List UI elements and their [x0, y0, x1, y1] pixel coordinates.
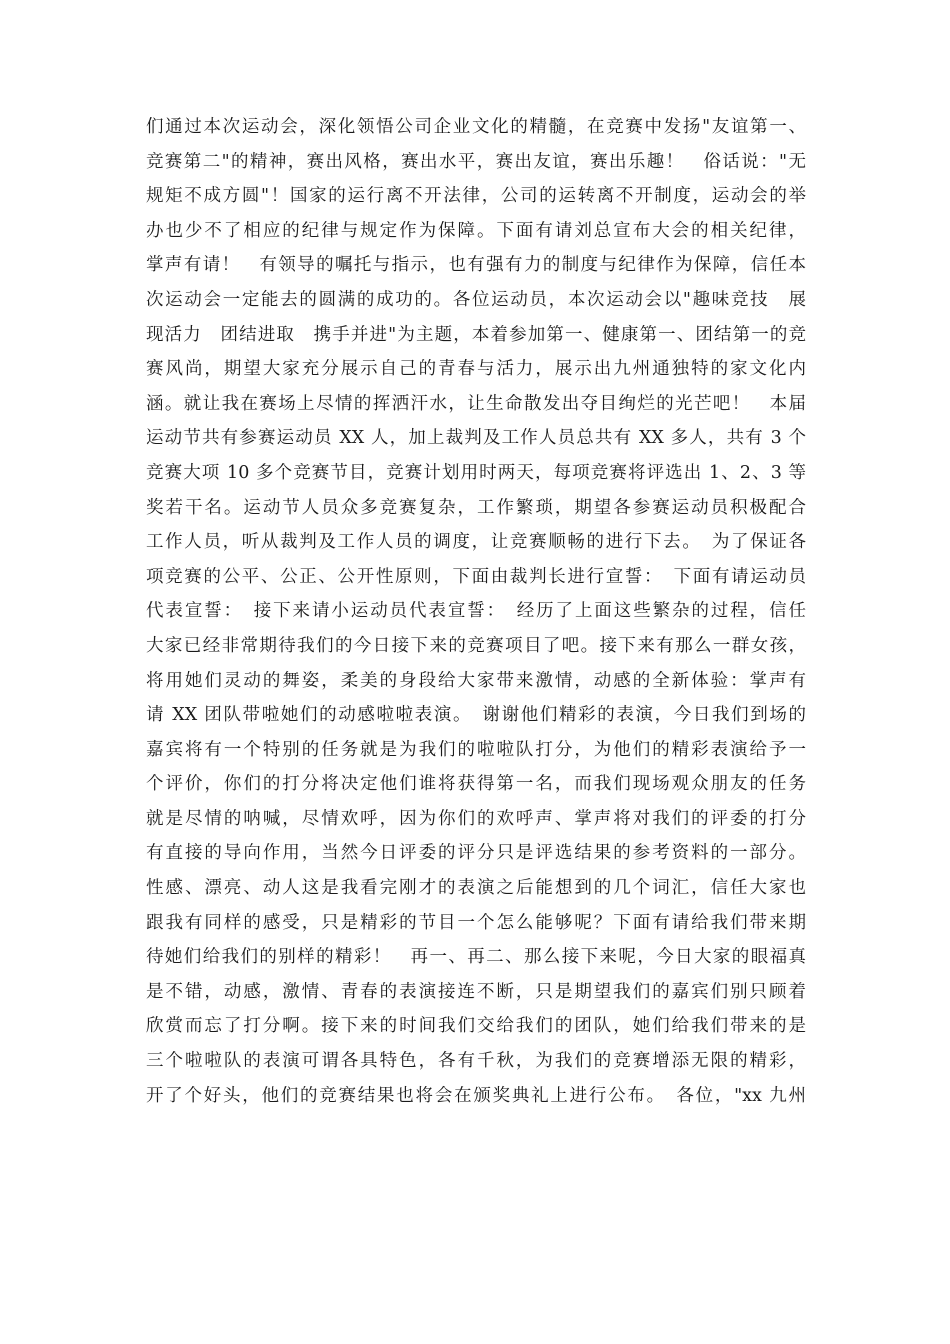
- text-line: 有直接的导向作用，当然今日评委的评分只是评选结果的参考资料的一部分。: [146, 843, 806, 864]
- text-line: 请 XX 团队带啦她们的动感啦啦表演。 谢谢他们精彩的表演，今日我们到场的: [146, 705, 806, 726]
- text-line: 跟我有同样的感受，只是精彩的节目一个怎么能够呢？下面有请给我们带来期: [146, 912, 806, 933]
- text-line: 运动节共有参赛运动员 XX 人，加上裁判及工作人员总共有 XX 多人，共有 3 个: [146, 428, 806, 449]
- text-line: 性感、漂亮、动人这是我看完刚才的表演之后能想到的几个词汇，信任大家也: [146, 878, 806, 899]
- text-line: 们通过本次运动会，深化领悟公司企业文化的精髓，在竞赛中发扬"友谊第一、: [146, 117, 806, 137]
- text-line: 赛风尚，期望大家充分展示自己的青春与活力，展示出九州通独特的家文化内: [146, 359, 806, 380]
- text-line: 是不错，动感，激情、青春的表演接连不断，只是期望我们的嘉宾们别只顾着: [146, 981, 806, 1002]
- text-line: 将用她们灵动的舞姿，柔美的身段给大家带来激情，动感的全新体验：掌声有: [146, 670, 806, 691]
- body-text: [146, 110, 806, 1113]
- text-line: 掌声有请！ 有领导的嘱托与指示，也有强有力的制度与纪律作为保障，信任本: [146, 255, 806, 276]
- text-line: 项竞赛的公平、公正、公开性原则，下面由裁判长进行宣誓： 下面有请运动员: [146, 566, 806, 587]
- text-line: 待她们给我们的别样的精彩！ 再一、再二、那么接下来呢，今日大家的眼福真: [146, 947, 806, 968]
- text-line: 代表宣誓： 接下来请小运动员代表宣誓： 经历了上面这些繁杂的过程，信任: [146, 601, 806, 622]
- text-line: 嘉宾将有一个特别的任务就是为我们的啦啦队打分，为他们的精彩表演给予一: [146, 739, 806, 760]
- text-line: 竞赛大项 10 多个竞赛节目，竞赛计划用时两天，每项竞赛将评选出 1、2、3 等: [146, 462, 806, 483]
- text-line: 工作人员，听从裁判及工作人员的调度，让竞赛顺畅的进行下去。 为了保证各: [146, 532, 806, 553]
- text-line: 三个啦啦队的表演可谓各具特色，各有千秋，为我们的竞赛增添无限的精彩，: [146, 1051, 806, 1072]
- text-line: 竞赛第二"的精神，赛出风格，赛出水平，赛出友谊，赛出乐趣！ 俗话说："无: [146, 151, 806, 172]
- text-line: 就是尽情的呐喊，尽情欢呼，因为你们的欢呼声、掌声将对我们的评委的打分: [146, 808, 806, 829]
- text-line: 涵。就让我在赛场上尽情的挥洒汗水，让生命散发出夺目绚烂的光芒吧！ 本届: [146, 393, 806, 414]
- text-line: 次运动会一定能去的圆满的成功的。各位运动员，本次运动会以"趣味竞技 展: [146, 289, 806, 310]
- text-line: 大家已经非常期待我们的今日接下来的竞赛项目了吧。接下来有那么一群女孩，: [146, 635, 806, 656]
- text-line: 规矩不成方圆"！国家的运行离不开法律，公司的运转离不开制度，运动会的举: [146, 186, 806, 207]
- text-line: 开了个好头，他们的竞赛结果也将会在颁奖典礼上进行公布。 各位，"xx 九州: [146, 1085, 806, 1106]
- text-line: 个评价，你们的打分将决定他们谁将获得第一名，而我们现场观众朋友的任务: [146, 774, 806, 795]
- text-line: 奖若干名。运动节人员众多竞赛复杂，工作繁琐，期望各参赛运动员积极配合: [146, 497, 806, 518]
- text-line: 办也少不了相应的纪律与规定作为保障。下面有请刘总宣布大会的相关纪律，: [146, 220, 806, 241]
- text-line: 欣赏而忘了打分啊。接下来的时间我们交给我们的团队，她们给我们带来的是: [146, 1016, 806, 1037]
- text-line: 现活力 团结进取 携手并进"为主题，本着参加第一、健康第一、团结第一的竞: [146, 324, 806, 345]
